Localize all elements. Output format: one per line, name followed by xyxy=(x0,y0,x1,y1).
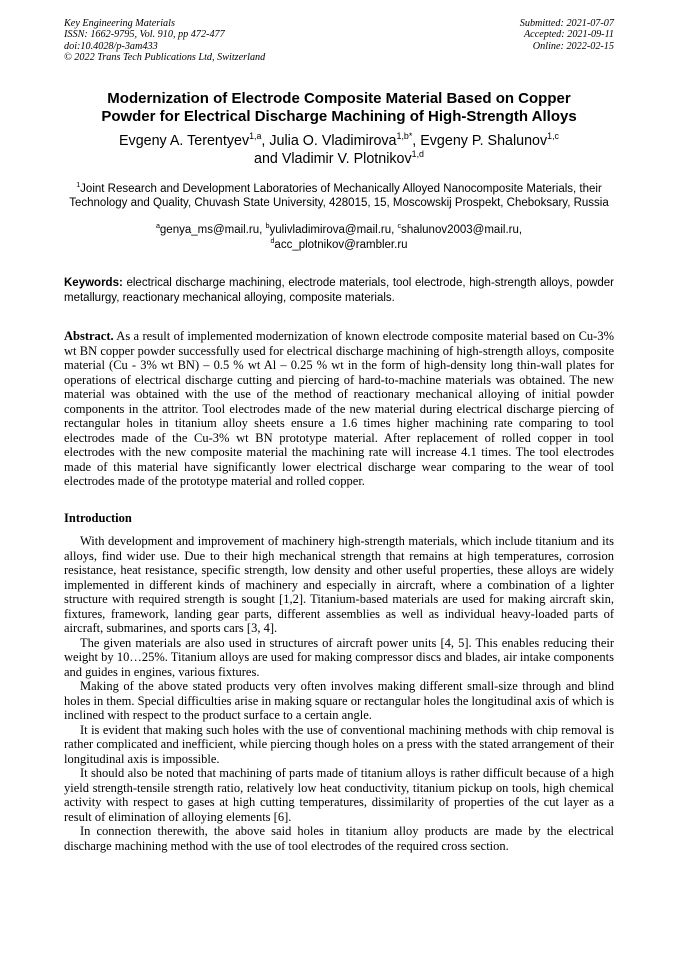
keywords-section xyxy=(64,276,614,306)
affiliation xyxy=(64,182,614,212)
copyright-line: © 2022 Trans Tech Publications Ltd, Switzerland xyxy=(64,52,266,64)
author-name: Evgeny A. Terentyev xyxy=(119,132,250,149)
author-affiliation-mark: 1,b* xyxy=(396,130,413,141)
author-affiliation-mark: 1,c xyxy=(547,130,559,141)
date-info xyxy=(520,18,614,64)
abstract-text: As a result of implemented modernization of known electrode composite material based on Cu-3% wt BN copper powder successfully used for electrical discharge machining of high-strength alloys, composite material (Cu - 3% wt BN) – 0.5 % wt Al – 0.25 % wt in the form of high-density long thin-wall plates for operations of electrical discharge cutting and piercing of hard-to-machine materials was obtained. The new material was obtained with the use of the method of reactionary mechanical alloying of initial powder components in the attritor. Tool electrodes made of the new material during electrical discharge piercing of rectangular holes in titanium alloy sheets ensure a 1.6 times higher machining rate comparing to tool electrodes made of the Cu-3% wt BN prototype material. After replacement of rolled copper in tool electrodes with the new composite material the machining rate will increase 4.1 times. The tool electrodes made of this material have significantly lower electrical discharge wear comparing to the wear of tool electrodes made of the prototype material and rolled copper. xyxy=(64,329,614,489)
body-paragraph: It is evident that making such holes with the use of conventional machining methods with chip removal is rather complicated and inefficient, while piercing though holes on a press with the stated arrangement of their longitudinal axis is impossible. xyxy=(64,722,614,766)
body-paragraph: In connection therewith, the above said holes in titanium alloy products are made by the electrical discharge machining method with the use of tool electrodes of the required cross section. xyxy=(64,824,614,853)
submitted-date: Submitted: 2021-07-07 xyxy=(519,18,614,29)
accepted-date: Accepted: 2021-09-11 xyxy=(523,29,614,41)
affiliation-mark: 1 xyxy=(76,180,81,189)
journal-header xyxy=(64,18,614,64)
email-address[interactable]: acc_plotnikov@rambler.ru xyxy=(274,239,408,252)
title-line-1: Modernization of Electrode Composite Material Based on Copper xyxy=(107,89,571,107)
author-line-2 xyxy=(64,150,614,169)
keywords-text: electrical discharge machining, electrode materials, tool electrode, high-strength alloys, powder metallurgy, reactionary mechanical alloying, composite materials. xyxy=(64,276,614,304)
email-mark: b xyxy=(265,222,270,231)
online-date: Online: 2022-02-15 xyxy=(532,40,614,52)
issn-line: ISSN: 1662-9795, Vol. 910, pp 472-477 xyxy=(64,29,225,41)
keywords-label: Keywords: xyxy=(64,276,123,289)
body-paragraph: The given materials are also used in structures of aircraft power units [4, 5]. This enables reducing their weight by 10…25%. Titanium alloys are used for making compressor discs and blades, air intake components and guides in engines, various fixtures. xyxy=(64,635,614,679)
author-emails xyxy=(64,223,614,253)
author-line-1 xyxy=(64,132,614,151)
email-line-1 xyxy=(64,223,614,238)
body-paragraph: Making of the above stated products very often involves making different small-size through and blind holes in them. Special difficulties arise in making square or rectangular holes the longitudinal axis of which is inclined with respect to the product surface to a certain angle. xyxy=(64,679,614,723)
email-line-2 xyxy=(64,238,614,253)
author-affiliation-mark: 1,a xyxy=(249,130,262,141)
paper-title xyxy=(64,90,614,127)
introduction-heading: Introduction xyxy=(64,510,132,525)
body-paragraph: With development and improvement of machinery high-strength materials, which include titanium and its alloys, find wider use. Due to their high mechanical strength that remains at high temperatures, corrosion resistance, heat resistance, specific strength, low density and other useful properties, these alloys are widely implemented in different kinds of machinery and especially in aircraft, where a combination of a lighter structure with required strength is sought [1,2]. Titanium-based materials are used for making aircraft skin, fixtures, framework, landing gear parts, different assemblies as well as individual heavy-loaded parts of aircraft, submarines, and sports cars [3, 4]. xyxy=(64,534,614,636)
email-address[interactable]: genya_ms@mail.ru, xyxy=(159,224,266,237)
email-address[interactable]: shalunov2003@mail.ru, xyxy=(401,224,523,237)
author-list xyxy=(64,132,614,169)
title-line-2: Powder for Electrical Discharge Machining of High-Strength Alloys xyxy=(101,108,577,126)
body-paragraph: It should also be noted that machining of parts made of titanium alloys is rather difficult because of a high yield strength-tensile strength ratio, relatively low heat conductivity, titanium pickup on tools, high chemical activity with respect to gases at high cutting temperatures, dissimilarity of properties of the cut layer as a result of elimination of alloying elements [6]. xyxy=(64,766,614,824)
author-separator: , xyxy=(412,132,421,149)
author-name: Julia O. Vladimirova xyxy=(269,132,397,149)
author-affiliation-mark: 1,d xyxy=(411,149,424,160)
author-separator: , xyxy=(261,132,270,149)
journal-name: Key Engineering Materials xyxy=(64,18,175,29)
affiliation-text: Joint Research and Development Laboratories of Mechanically Alloyed Nanocomposite Materials, their Technology and Quality, Chuvash State University, 428015, 15, Moscowskij Prospekt, Cheboksary, Russia xyxy=(69,182,609,210)
email-mark: a xyxy=(155,222,160,231)
publication-info xyxy=(64,18,265,64)
abstract-section xyxy=(64,329,614,489)
abstract-label: Abstract. xyxy=(64,329,114,344)
author-name: and Vladimir V. Plotnikov xyxy=(254,151,412,168)
email-mark: c xyxy=(397,222,402,231)
email-mark: d xyxy=(270,237,275,246)
author-name: Evgeny P. Shalunov xyxy=(420,132,548,149)
email-address[interactable]: yulivladimirova@mail.ru, xyxy=(269,224,398,237)
doi-line[interactable]: doi:10.4028/p-3am433 xyxy=(64,40,158,52)
